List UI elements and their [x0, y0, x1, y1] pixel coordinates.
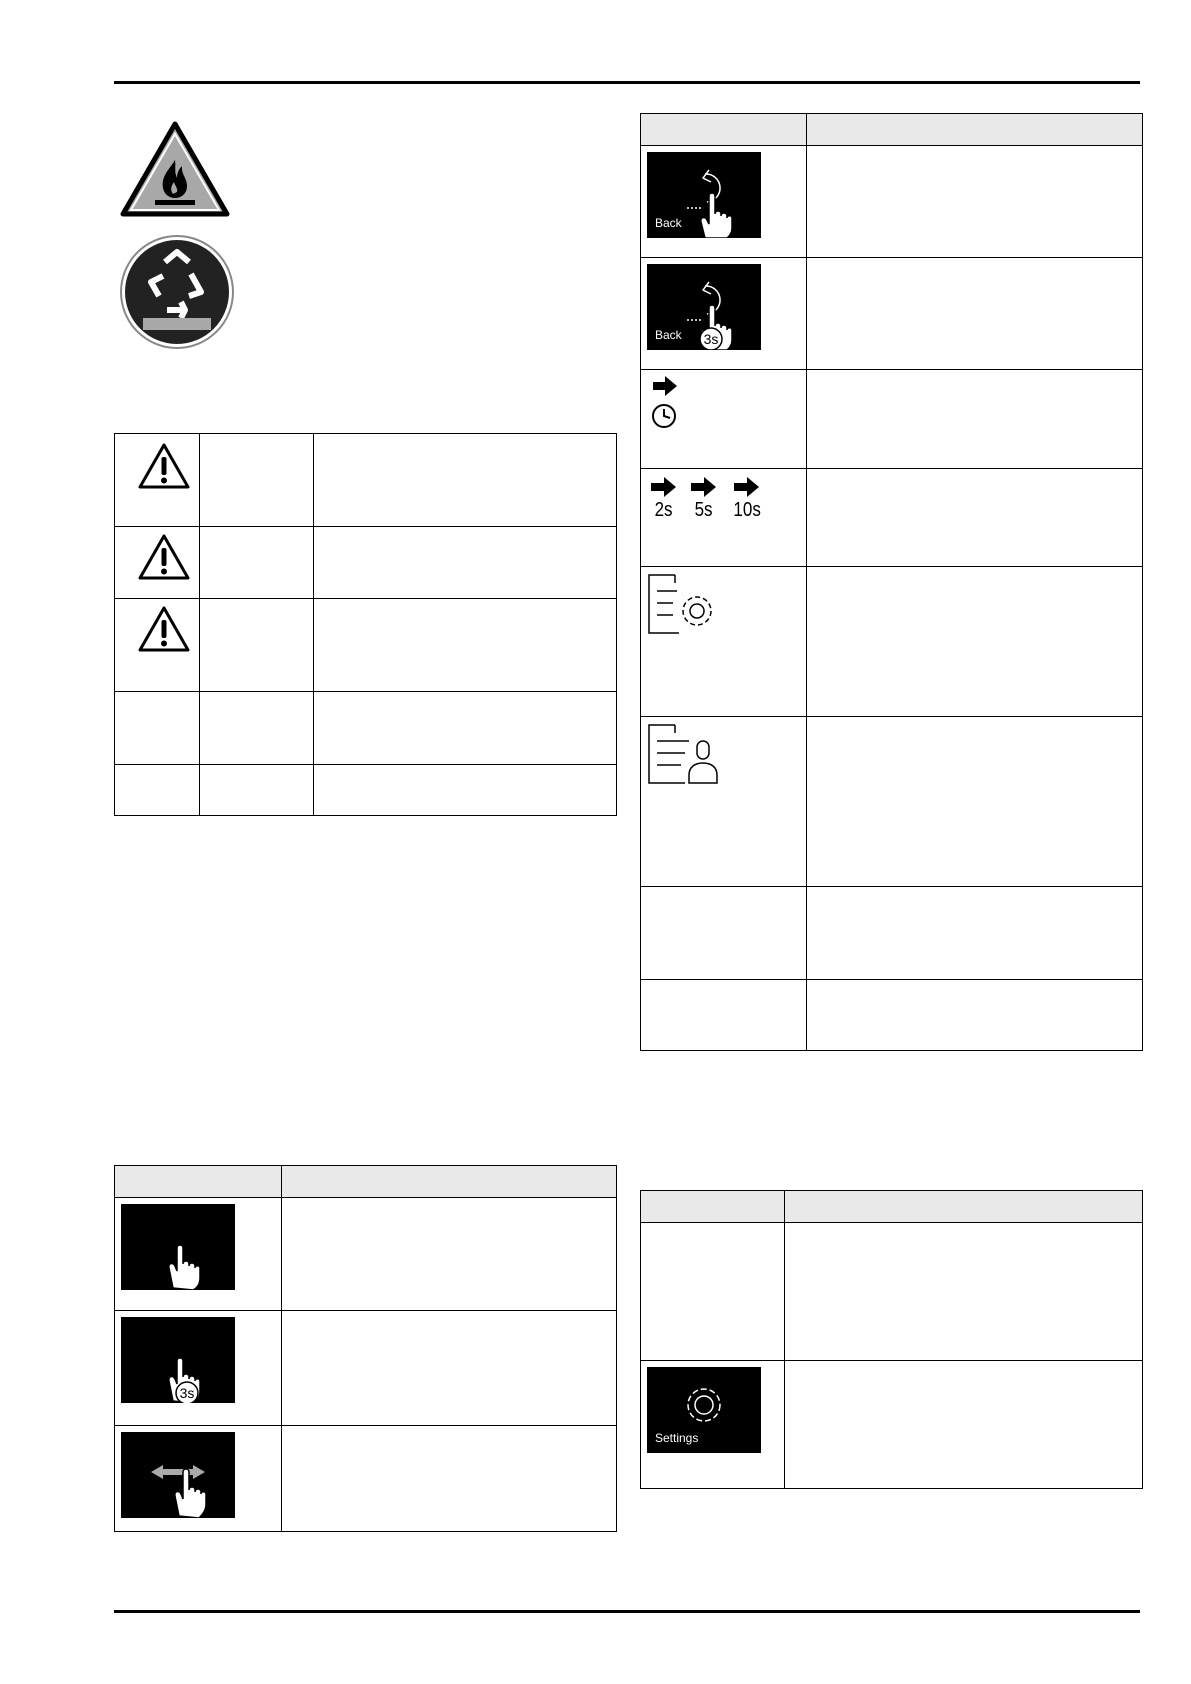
swipe-gesture-icon: [121, 1432, 235, 1518]
warning-triangle-icon: [137, 605, 199, 653]
warning-triangle-icon: [137, 533, 199, 581]
table-row: [641, 146, 1143, 258]
screen-label: Back: [655, 328, 682, 342]
table-row: [641, 1223, 1143, 1361]
table-header-row: [115, 1166, 617, 1198]
table-row: [115, 765, 617, 816]
table-row: [115, 434, 617, 527]
table-row: [641, 567, 1143, 717]
step-label: 5s: [695, 499, 713, 521]
flammable-warning-icon: [119, 120, 231, 218]
back-hold-gesture-icon: [647, 264, 761, 350]
footer-rule: [114, 1610, 1140, 1613]
back-gesture-icon: [647, 152, 761, 238]
settings-menu-icon: [647, 573, 806, 635]
warning-triangle-icon: [137, 442, 199, 490]
table-row: [115, 599, 617, 692]
arrow-icon: [691, 477, 717, 497]
table-row: [115, 527, 617, 599]
table-row: [115, 1426, 617, 1532]
settings-gear-icon: [647, 1367, 761, 1453]
signal-word-table: [114, 433, 617, 816]
hold-duration-badge: 3s: [179, 1385, 195, 1401]
clock-icon: [653, 405, 675, 427]
step-label: 10s: [733, 499, 761, 521]
table-row: [641, 1361, 1143, 1489]
table-header-row: [641, 1191, 1143, 1223]
table-row: [641, 258, 1143, 370]
table-row: [641, 717, 1143, 887]
table-row: [641, 469, 1143, 567]
recycling-icon: [119, 234, 235, 350]
gestures-table: [114, 1165, 617, 1532]
table-row: [641, 370, 1143, 469]
navigation-table: [640, 113, 1143, 1051]
hold-duration-badge: 3s: [703, 331, 719, 347]
table-row: [115, 1311, 617, 1426]
table-row: [115, 692, 617, 765]
settings-table: [640, 1190, 1143, 1489]
screen-label: Back: [655, 216, 682, 230]
table-row: [641, 887, 1143, 980]
table-row: [115, 1198, 617, 1311]
tap-hold-3s-gesture-icon: [121, 1317, 235, 1403]
arrow-icon: [734, 477, 760, 497]
arrow-icon: [651, 477, 677, 497]
arrow-icon: [653, 376, 677, 396]
step-label: 2s: [655, 499, 673, 521]
timed-arrows: [641, 469, 806, 522]
table-row: [641, 980, 1143, 1051]
screen-label: Settings: [655, 1431, 699, 1445]
tap-gesture-icon: [121, 1204, 235, 1290]
header-rule: [114, 81, 1140, 84]
table-header-row: [641, 114, 1143, 146]
user-menu-icon: [647, 723, 806, 785]
